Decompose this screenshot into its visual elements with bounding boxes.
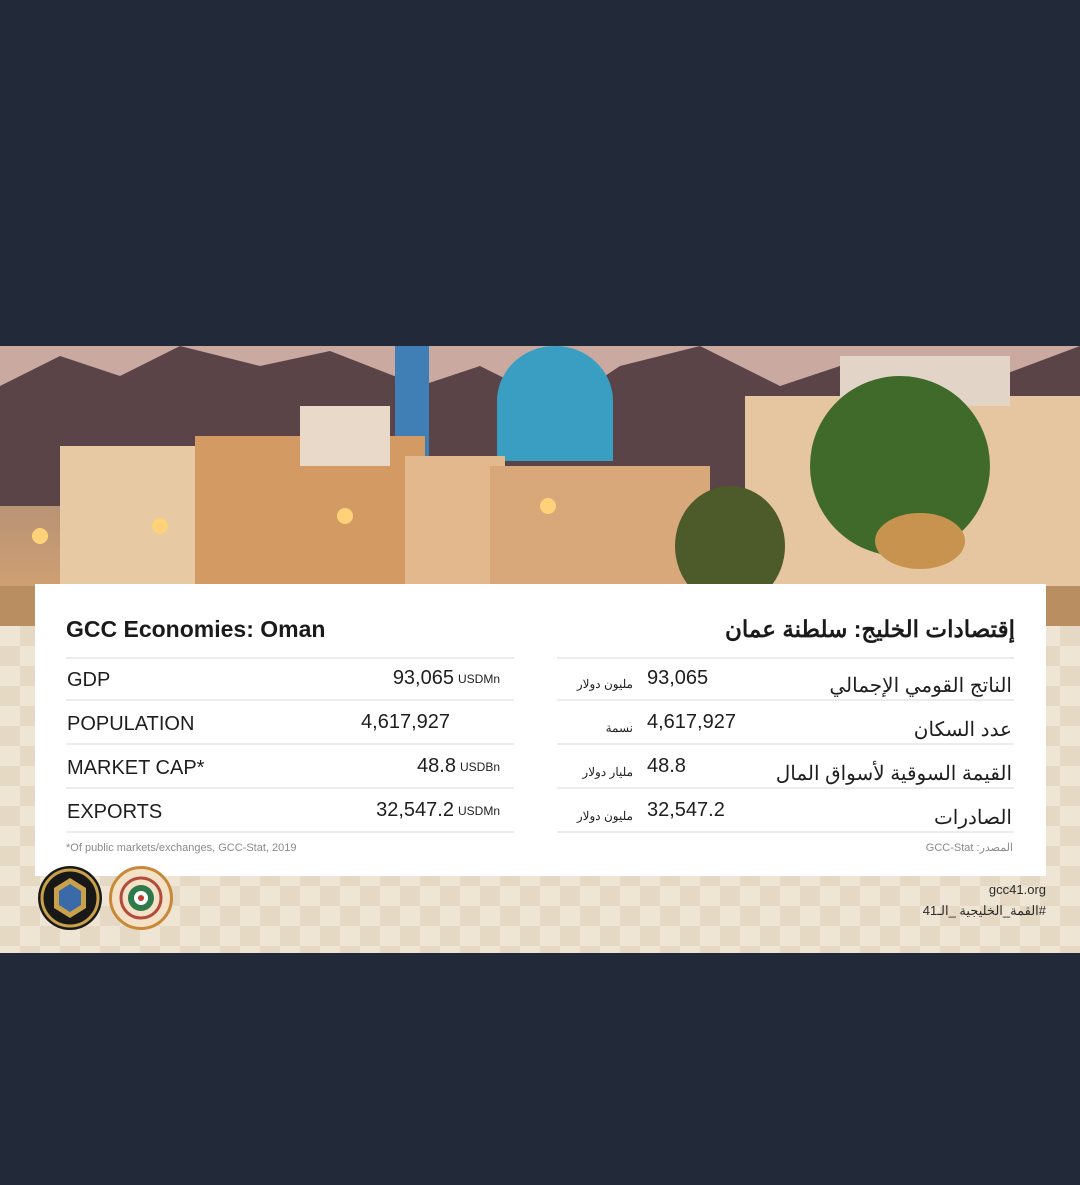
- summit-emblem-icon: [112, 869, 170, 927]
- arabic-stats-table: [557, 657, 1014, 835]
- footnote-english: *Of public markets/exchanges, GCC-Stat, 2019: [66, 842, 297, 854]
- table-row: [66, 703, 514, 745]
- table-row: [66, 657, 514, 701]
- row-value: 48.8 USDBn: [417, 755, 500, 777]
- title-arabic: إقتصادات الخليج: سلطنة عمان: [725, 616, 1015, 642]
- row-value: 32,547.2 USDMn: [376, 799, 500, 821]
- row-label: القيمة السوقية لأسواق المال: [775, 763, 1012, 785]
- row-label: POPULATION: [67, 713, 195, 735]
- table-row: [66, 791, 514, 833]
- infographic-post: [0, 346, 1080, 953]
- row-label: الصادرات: [933, 807, 1012, 829]
- hashtag: #القمة_الخليجية _الـ41: [922, 903, 1046, 918]
- website-link[interactable]: gcc41.org: [988, 882, 1046, 897]
- table-row: [557, 747, 1014, 789]
- row-value: 4,617,927: [647, 711, 736, 733]
- row-label: GDP: [67, 669, 111, 691]
- table-row: [557, 791, 1014, 833]
- table-row: [557, 703, 1014, 745]
- stats-card: [35, 584, 1046, 876]
- row-value: 32,547.2: [647, 799, 725, 821]
- row-value: 4,617,927: [361, 711, 450, 733]
- row-unit: مليار دولار: [582, 765, 633, 779]
- gcc-emblem-icon: [38, 866, 102, 930]
- row-label: عدد السكان: [913, 719, 1012, 741]
- row-label: EXPORTS: [67, 801, 163, 823]
- row-value: 93,065 USDMn: [392, 667, 500, 689]
- row-label: MARKET CAP*: [67, 757, 205, 779]
- row-unit: نسمة: [605, 721, 633, 735]
- gcc-emblem-logo: [38, 866, 102, 930]
- row-value: 48.8: [647, 755, 686, 777]
- row-label: الناتج القومي الإجمالي: [829, 675, 1012, 697]
- row-value: 93,065: [647, 667, 709, 689]
- english-stats-table: [66, 657, 514, 835]
- footnote-arabic: المصدر: GCC-Stat: [925, 842, 1013, 854]
- summit-41-logo: [109, 866, 173, 930]
- title-english: GCC Economies: Oman: [66, 616, 326, 642]
- row-unit: مليون دولار: [576, 809, 633, 823]
- table-row: [557, 657, 1014, 701]
- row-unit: مليون دولار: [576, 677, 633, 691]
- table-row: [66, 747, 514, 789]
